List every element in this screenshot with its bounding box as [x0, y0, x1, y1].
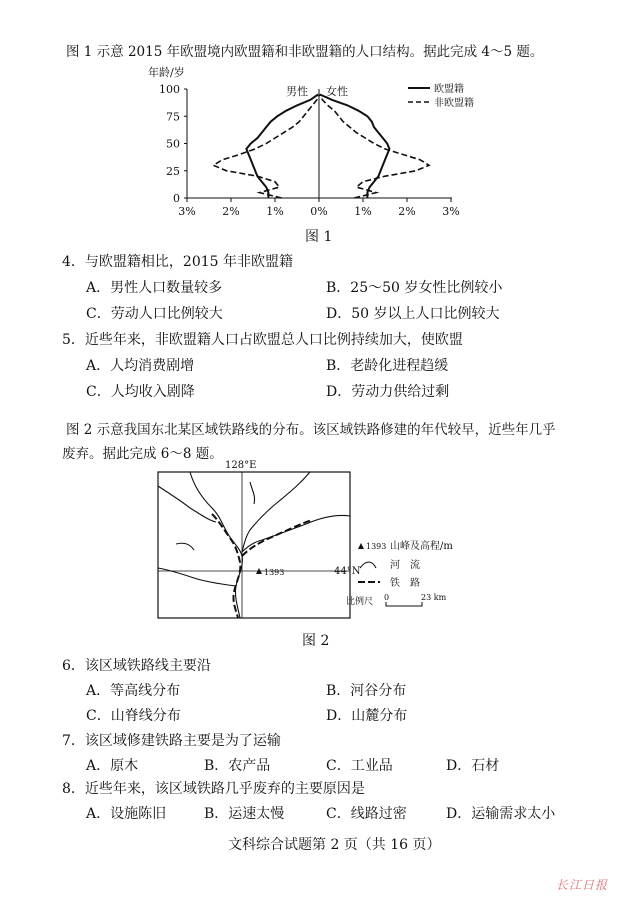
x-tick-label: 0% — [310, 205, 328, 218]
q7-option-d[interactable]: D．石材 — [446, 758, 500, 774]
river-northeast — [242, 472, 310, 552]
x-tick-label: 1% — [354, 205, 372, 218]
fig1-caption: 图 1 — [305, 229, 333, 245]
railway-map — [150, 456, 480, 626]
rivers — [158, 472, 350, 618]
q6-stem: 6．该区域铁路线主要沿 — [62, 658, 211, 674]
q6-option-c[interactable]: C．山脊线分布 — [86, 708, 181, 724]
q4-option-d[interactable]: D．50 岁以上人口比例较大 — [326, 306, 500, 322]
scale-end: 23 km — [421, 593, 447, 602]
y-tick-label: 75 — [166, 110, 180, 124]
q7-option-a[interactable]: A．原木 — [86, 758, 139, 774]
noneu-male-line — [213, 95, 318, 199]
page-footer: 文科综合试题第 2 页（共 16 页） — [228, 837, 441, 853]
y-tick-label: 25 — [166, 164, 180, 178]
q4-stem: 4．与欧盟籍相比，2015 年非欧盟籍 — [62, 254, 293, 270]
q4-option-b[interactable]: B．25～50 岁女性比例较小 — [326, 280, 503, 296]
q5-option-d[interactable]: D．劳动力供给过剩 — [326, 384, 450, 400]
q7-stem: 7．该区域修建铁路主要是为了运输 — [62, 733, 281, 749]
q8-option-d[interactable]: D．运输需求太小 — [446, 806, 556, 822]
legend-rail-label: 铁 路 — [390, 578, 420, 589]
y-tick-label: 50 — [166, 137, 180, 151]
watermark-logo: 长江日报 — [556, 878, 609, 892]
intro-fig2-line1: 图 2 示意我国东北某区域铁路线的分布。该区域铁路修建的年代较早，近些年几乎 — [66, 422, 556, 438]
q8-option-b[interactable]: B．运速太慢 — [204, 806, 285, 822]
q8-option-c[interactable]: C．线路过密 — [326, 806, 407, 822]
x-tick-label: 2% — [222, 205, 240, 218]
legend-label-noneu: 非欧盟籍 — [434, 98, 474, 109]
q6-option-b[interactable]: B．河谷分布 — [326, 683, 407, 699]
scale-zero: 0 — [384, 593, 390, 602]
river-stub — [250, 482, 255, 504]
river-minor — [176, 543, 194, 550]
q7-option-b[interactable]: B．农产品 — [204, 758, 271, 774]
population-pyramid-chart — [130, 62, 490, 232]
longitude-label: 128°E — [225, 460, 257, 471]
q5-stem: 5．近些年来，非欧盟籍人口占欧盟总人口比例持续加大，使欧盟 — [62, 332, 463, 348]
y-tick-label: 100 — [159, 83, 180, 96]
fig2-caption: 图 2 — [302, 633, 330, 649]
q8-stem: 8．近些年来，该区域铁路几乎废弃的主要原因是 — [62, 781, 365, 797]
q5-option-b[interactable]: B．老龄化进程趋缓 — [326, 358, 449, 374]
q4-option-c[interactable]: C．劳动人口比例较大 — [86, 306, 223, 322]
scale-label: 比例尺 — [346, 597, 374, 607]
intro-fig1: 图 1 示意 2015 年欧盟境内欧盟籍和非欧盟籍的人口结构。据此完成 4～5 题。 — [66, 44, 544, 60]
female-label: 女性 — [326, 85, 348, 98]
q6-option-a[interactable]: A．等高线分布 — [86, 683, 181, 699]
q7-option-c[interactable]: C．工业品 — [326, 758, 393, 774]
legend-river-swatch — [360, 562, 376, 568]
legend-peak-label: 山峰及高程/m — [390, 541, 453, 552]
x-tick-label: 1% — [266, 205, 284, 218]
y-axis-label: 年龄/岁 — [148, 66, 185, 79]
q5-option-a[interactable]: A．人均消费剧增 — [86, 358, 195, 374]
x-tick-label: 2% — [398, 205, 416, 218]
legend-label-eu: 欧盟籍 — [434, 84, 464, 95]
q5-option-c[interactable]: C．人均收入剧降 — [86, 384, 195, 400]
eu-male-line — [246, 95, 318, 199]
peak-elevation-label: 1393 — [264, 568, 285, 577]
y-tick-label: 0 — [173, 192, 180, 205]
railway-lines — [212, 514, 312, 618]
x-tick-label: 3% — [178, 205, 196, 218]
q8-option-a[interactable]: A．设施陈旧 — [86, 806, 167, 822]
river-west — [158, 486, 216, 522]
x-tick-label: 3% — [442, 205, 460, 218]
latitude-label: 44°N — [334, 566, 361, 577]
male-label: 男性 — [286, 85, 308, 98]
legend-peak-marker — [358, 543, 364, 549]
river-main — [190, 472, 242, 618]
q4-option-a[interactable]: A．男性人口数量较多 — [86, 280, 223, 296]
intro-fig2-line2: 废弃。据此完成 6～8 题。 — [62, 446, 223, 462]
legend-peak-number: 1393 — [366, 542, 387, 551]
scale-bar — [386, 602, 422, 606]
legend-river-label: 河 流 — [390, 560, 420, 571]
q6-option-d[interactable]: D．山麓分布 — [326, 708, 408, 724]
